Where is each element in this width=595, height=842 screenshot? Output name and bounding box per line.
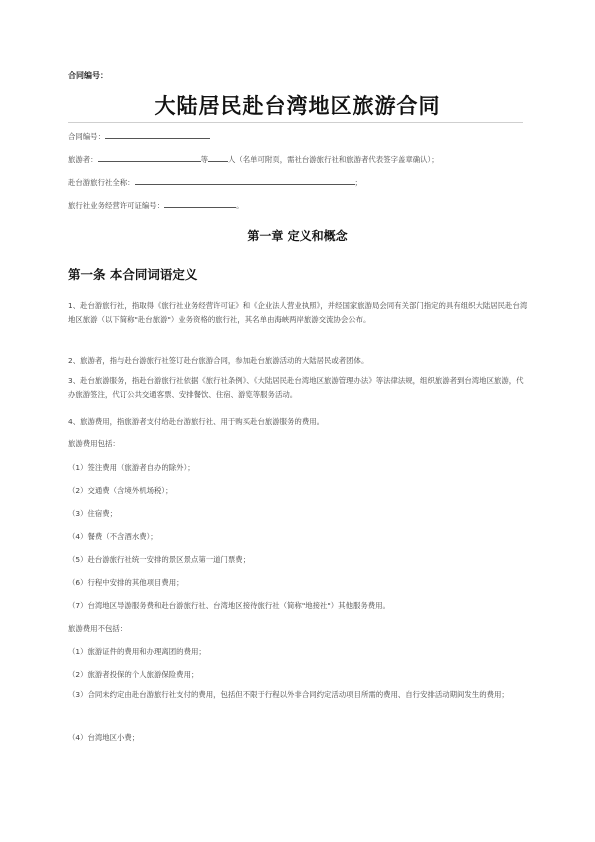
chapter-heading: 第一章 定义和概念 (247, 229, 348, 243)
contract-number-label-top: 合同编号： (68, 71, 108, 80)
fee-exclude-item: （1）旅游证件的费用和办理离团的费用； (68, 647, 206, 656)
agency-name-label: 赴台游旅行社全称： (68, 178, 135, 187)
traveler-label: 旅游者： (68, 155, 98, 164)
agency-name-field[interactable] (135, 176, 355, 185)
fee-exclude-item: （4）台湾地区小费； (68, 733, 140, 742)
traveler-deng: 等 (200, 155, 208, 164)
fee-include-item: （2）交通费（含境外机场税）； (68, 486, 173, 495)
contract-number-label: 合同编号： (68, 132, 105, 141)
fee-exclude-item: （3）合同未约定由赴台游旅行社支付的费用，包括但不限于行程以外非合同约定活动项目所需的费用、自行安排活动期间发生的费用； (68, 690, 509, 699)
license-number-field[interactable] (164, 199, 236, 208)
document-title: 大陆居民赴台湾地区旅游合同 (154, 93, 441, 118)
fee-exclude-item: （2）旅游者投保的个人旅游保险费用； (68, 670, 199, 679)
definition-travel-agency: 1、赴台游旅行社，指取得《旅行社业务经营许可证》和《企业法人营业执照》，并经国家旅游局会同有关部门指定的具有组织大陆居民赴台湾地区旅游（以下简称"赴台旅游"）业务资格的旅行社，其名单由海峡两岸旅游交流协会公布。 (68, 301, 528, 324)
contract-number-field[interactable] (105, 130, 210, 139)
fee-excludes-heading: 旅游费用不包括： (68, 624, 128, 633)
agency-name-row (68, 176, 362, 188)
traveler-row (68, 153, 439, 165)
definition-travel-fee: 4、旅游费用，指旅游者支付给赴台游旅行社、用于购买赴台旅游服务的费用。 (68, 417, 324, 426)
traveler-count-field[interactable] (208, 153, 228, 162)
traveler-name-field[interactable] (98, 153, 201, 162)
agency-name-end: ； (354, 178, 362, 187)
license-row (68, 199, 244, 211)
fee-include-item: （4）餐费（不含酒水费）； (68, 532, 158, 541)
traveler-suffix: 人（名单可附页，需社台游旅行社和旅游者代表签字盖章确认）； (227, 155, 439, 164)
fee-include-item: （3）住宿费； (68, 509, 118, 518)
contract-number-row (68, 130, 210, 142)
definition-travel-service: 3、赴台旅游服务，指赴台游旅行社依据《旅行社条例》、《大陆居民赴台湾地区旅游管理办法》等法律法规，组织旅游者到台湾地区旅游，代办旅游签注，代订公共交通客票、安排餐饮、住宿、游览等服务活动。 (68, 376, 524, 399)
title-divider (68, 122, 523, 123)
fee-include-item: （7）台湾地区导游服务费和赴台游旅行社、台湾地区接待旅行社（简称"地接社"）其他服务费用。 (68, 601, 390, 610)
fee-includes-heading: 旅游费用包括： (68, 439, 120, 448)
fee-include-item: （5）赴台游旅行社统一安排的景区景点第一道门票费； (68, 555, 251, 564)
definition-traveler: 2、旅游者，指与赴台游旅行社签订赴台旅游合同，参加赴台旅游活动的大陆居民或者团体。 (68, 356, 369, 365)
article-heading: 第一条 本合同词语定义 (68, 267, 198, 282)
fee-include-item: （6）行程中安排的其他项目费用； (68, 578, 184, 587)
fee-include-item: （1）签注费用（旅游者自办的除外）； (68, 463, 195, 472)
license-end: 。 (236, 201, 244, 210)
license-label: 旅行社业务经营许可证编号： (68, 201, 165, 210)
